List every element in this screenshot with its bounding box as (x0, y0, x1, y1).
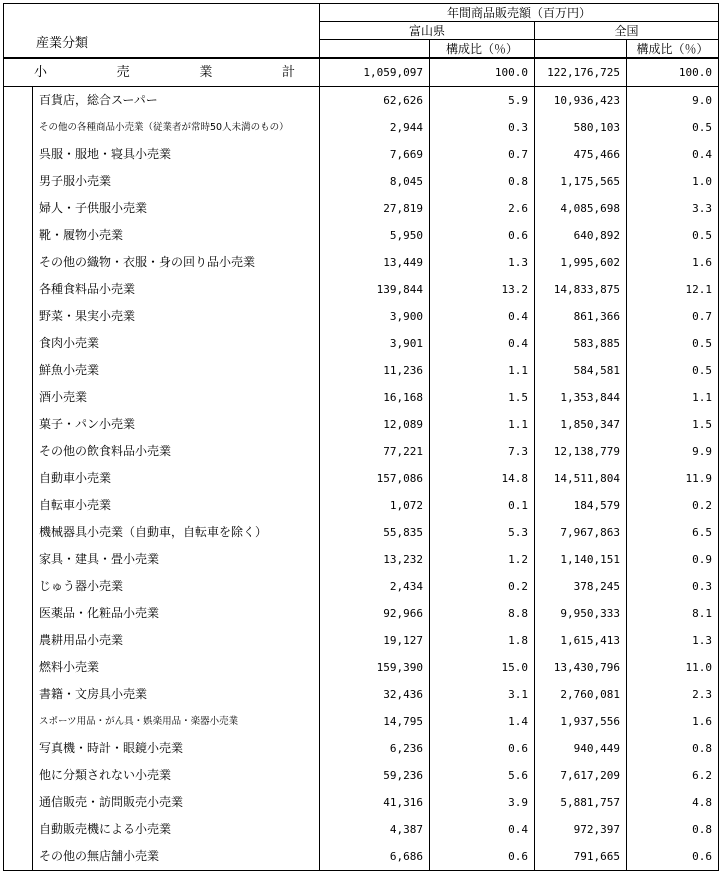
toyama-ratio: 2.6 (430, 195, 535, 222)
indent-cell (4, 492, 33, 519)
indent-cell (4, 654, 33, 681)
toyama-value: 62,626 (320, 87, 430, 115)
total-row (4, 58, 719, 87)
national-value-header (535, 40, 627, 59)
toyama-ratio: 1.3 (430, 249, 535, 276)
national-value: 1,615,413 (535, 627, 627, 654)
toyama-ratio: 0.3 (430, 114, 535, 141)
industry-name: 家具・建具・畳小売業 (33, 546, 320, 573)
table-row (4, 303, 719, 330)
national-ratio: 0.3 (627, 573, 719, 600)
industry-name: 他に分類されない小売業 (33, 762, 320, 789)
national-value: 5,881,757 (535, 789, 627, 816)
toyama-value-header (320, 40, 430, 59)
national-ratio: 4.8 (627, 789, 719, 816)
national-value: 1,353,844 (535, 384, 627, 411)
toyama-ratio-header: 構成比（％） (430, 40, 535, 59)
industry-name: 自転車小売業 (33, 492, 320, 519)
toyama-ratio: 1.1 (430, 357, 535, 384)
table-row (4, 438, 719, 465)
toyama-value: 92,966 (320, 600, 430, 627)
indent-cell (4, 600, 33, 627)
toyama-ratio: 0.8 (430, 168, 535, 195)
indent-cell (4, 141, 33, 168)
industry-name: その他の無店舗小売業 (33, 843, 320, 871)
national-ratio: 1.6 (627, 708, 719, 735)
toyama-ratio: 0.6 (430, 735, 535, 762)
national-ratio: 0.4 (627, 141, 719, 168)
indent-cell (4, 681, 33, 708)
indent-cell (4, 330, 33, 357)
indent-cell (4, 843, 33, 871)
table-row (4, 87, 719, 115)
indent-cell (4, 762, 33, 789)
table-row (4, 681, 719, 708)
national-ratio: 0.9 (627, 546, 719, 573)
toyama-value: 32,436 (320, 681, 430, 708)
toyama-value: 13,449 (320, 249, 430, 276)
total-national-value: 122,176,725 (535, 58, 627, 87)
toyama-ratio: 1.1 (430, 411, 535, 438)
national-value: 583,885 (535, 330, 627, 357)
table-row (4, 222, 719, 249)
national-value: 378,245 (535, 573, 627, 600)
toyama-value: 12,089 (320, 411, 430, 438)
national-value: 9,950,333 (535, 600, 627, 627)
toyama-value: 3,900 (320, 303, 430, 330)
toyama-ratio: 5.9 (430, 87, 535, 115)
toyama-ratio: 7.3 (430, 438, 535, 465)
national-ratio: 6.2 (627, 762, 719, 789)
toyama-value: 13,232 (320, 546, 430, 573)
category-header: 産業分類 (4, 4, 320, 59)
national-ratio: 0.8 (627, 735, 719, 762)
indent-cell (4, 573, 33, 600)
indent-cell (4, 249, 33, 276)
toyama-value: 16,168 (320, 384, 430, 411)
toyama-value: 159,390 (320, 654, 430, 681)
national-value: 1,850,347 (535, 411, 627, 438)
table-row (4, 411, 719, 438)
toyama-value: 4,387 (320, 816, 430, 843)
national-value: 7,967,863 (535, 519, 627, 546)
national-value: 475,466 (535, 141, 627, 168)
table-row (4, 114, 719, 141)
indent-cell (4, 816, 33, 843)
industry-name: 鮮魚小売業 (33, 357, 320, 384)
national-ratio: 3.3 (627, 195, 719, 222)
indent-cell (4, 735, 33, 762)
toyama-value: 27,819 (320, 195, 430, 222)
row-group (4, 87, 719, 871)
national-value: 4,085,698 (535, 195, 627, 222)
toyama-value: 157,086 (320, 465, 430, 492)
indent-cell (4, 411, 33, 438)
toyama-ratio: 1.8 (430, 627, 535, 654)
indent-cell (4, 87, 33, 115)
indent-cell (4, 357, 33, 384)
table-row (4, 195, 719, 222)
industry-name: 菓子・パン小売業 (33, 411, 320, 438)
toyama-value: 41,316 (320, 789, 430, 816)
indent-cell (4, 789, 33, 816)
table-row (4, 762, 719, 789)
table-row (4, 276, 719, 303)
national-ratio: 0.5 (627, 222, 719, 249)
national-ratio: 0.5 (627, 357, 719, 384)
toyama-ratio: 0.6 (430, 843, 535, 871)
toyama-value: 2,944 (320, 114, 430, 141)
national-value: 940,449 (535, 735, 627, 762)
national-ratio: 0.8 (627, 816, 719, 843)
national-value: 640,892 (535, 222, 627, 249)
toyama-ratio: 5.6 (430, 762, 535, 789)
indent-cell (4, 519, 33, 546)
toyama-ratio: 15.0 (430, 654, 535, 681)
industry-name: 医薬品・化粧品小売業 (33, 600, 320, 627)
industry-name: 食肉小売業 (33, 330, 320, 357)
national-ratio: 6.5 (627, 519, 719, 546)
toyama-value: 11,236 (320, 357, 430, 384)
national-ratio: 0.5 (627, 114, 719, 141)
toyama-ratio: 0.4 (430, 303, 535, 330)
annual-sales-header: 年間商品販売額（百万円） (320, 4, 719, 22)
table-row (4, 465, 719, 492)
table-row (4, 708, 719, 735)
indent-cell (4, 222, 33, 249)
toyama-ratio: 0.1 (430, 492, 535, 519)
table-row (4, 843, 719, 871)
industry-name: 各種食料品小売業 (33, 276, 320, 303)
national-ratio: 2.3 (627, 681, 719, 708)
national-value: 1,995,602 (535, 249, 627, 276)
industry-name: その他の織物・衣服・身の回り品小売業 (33, 249, 320, 276)
total-toyama-ratio: 100.0 (430, 58, 535, 87)
table-row (4, 384, 719, 411)
national-ratio: 9.0 (627, 87, 719, 115)
indent-cell (4, 195, 33, 222)
industry-name: 機械器具小売業（自動車，自転車を除く） (33, 519, 320, 546)
industry-name: 野菜・果実小売業 (33, 303, 320, 330)
national-ratio: 0.6 (627, 843, 719, 871)
indent-cell (4, 627, 33, 654)
industry-name: 自動車小売業 (33, 465, 320, 492)
national-ratio: 11.0 (627, 654, 719, 681)
national-value: 10,936,423 (535, 87, 627, 115)
toyama-value: 5,950 (320, 222, 430, 249)
national-value: 2,760,081 (535, 681, 627, 708)
industry-name: 燃料小売業 (33, 654, 320, 681)
national-value: 580,103 (535, 114, 627, 141)
industry-name: その他の各種商品小売業（従業者が常時50人未満のもの） (33, 114, 320, 141)
national-ratio: 0.5 (627, 330, 719, 357)
table-row (4, 519, 719, 546)
table-row (4, 627, 719, 654)
indent-cell (4, 168, 33, 195)
toyama-header: 富山県 (320, 22, 535, 40)
indent-cell (4, 708, 33, 735)
national-value: 14,511,804 (535, 465, 627, 492)
national-value: 184,579 (535, 492, 627, 519)
toyama-ratio: 1.4 (430, 708, 535, 735)
national-value: 972,397 (535, 816, 627, 843)
industry-name: 書籍・文房具小売業 (33, 681, 320, 708)
toyama-value: 2,434 (320, 573, 430, 600)
industry-name: スポーツ用品・がん具・娯楽用品・楽器小売業 (33, 708, 320, 735)
toyama-ratio: 13.2 (430, 276, 535, 303)
toyama-ratio: 0.7 (430, 141, 535, 168)
toyama-value: 139,844 (320, 276, 430, 303)
national-header: 全国 (535, 22, 719, 40)
table-row (4, 654, 719, 681)
industry-name: 男子服小売業 (33, 168, 320, 195)
indent-cell (4, 465, 33, 492)
table-row (4, 168, 719, 195)
national-ratio: 8.1 (627, 600, 719, 627)
table-row (4, 357, 719, 384)
table-row (4, 330, 719, 357)
national-ratio: 1.1 (627, 384, 719, 411)
national-value: 7,617,209 (535, 762, 627, 789)
national-ratio: 12.1 (627, 276, 719, 303)
toyama-value: 8,045 (320, 168, 430, 195)
indent-cell (4, 438, 33, 465)
toyama-ratio: 1.2 (430, 546, 535, 573)
toyama-value: 59,236 (320, 762, 430, 789)
national-value: 584,581 (535, 357, 627, 384)
total-toyama-value: 1,059,097 (320, 58, 430, 87)
national-value: 1,937,556 (535, 708, 627, 735)
indent-cell (4, 303, 33, 330)
toyama-value: 6,686 (320, 843, 430, 871)
table-row (4, 573, 719, 600)
national-ratio: 1.0 (627, 168, 719, 195)
table-row (4, 816, 719, 843)
industry-name: 写真機・時計・眼鏡小売業 (33, 735, 320, 762)
national-ratio: 1.3 (627, 627, 719, 654)
national-ratio: 1.6 (627, 249, 719, 276)
national-value: 791,665 (535, 843, 627, 871)
industry-name: 婦人・子供服小売業 (33, 195, 320, 222)
national-ratio: 9.9 (627, 438, 719, 465)
national-value: 1,175,565 (535, 168, 627, 195)
table-row (4, 546, 719, 573)
industry-name: 酒小売業 (33, 384, 320, 411)
table-row (4, 249, 719, 276)
national-value: 861,366 (535, 303, 627, 330)
industry-name: 農耕用品小売業 (33, 627, 320, 654)
table-row (4, 789, 719, 816)
industry-name: じゅう器小売業 (33, 573, 320, 600)
toyama-value: 19,127 (320, 627, 430, 654)
indent-cell (4, 384, 33, 411)
indent-cell (4, 546, 33, 573)
national-ratio: 0.2 (627, 492, 719, 519)
toyama-value: 77,221 (320, 438, 430, 465)
retail-sales-table (3, 3, 719, 871)
indent-cell (4, 114, 33, 141)
toyama-ratio: 5.3 (430, 519, 535, 546)
table-row (4, 600, 719, 627)
industry-name: その他の飲食料品小売業 (33, 438, 320, 465)
table-row (4, 735, 719, 762)
toyama-value: 1,072 (320, 492, 430, 519)
toyama-ratio: 0.6 (430, 222, 535, 249)
industry-name: 靴・履物小売業 (33, 222, 320, 249)
national-ratio: 1.5 (627, 411, 719, 438)
national-ratio-header: 構成比（％） (627, 40, 719, 59)
total-national-ratio: 100.0 (627, 58, 719, 87)
national-value: 1,140,151 (535, 546, 627, 573)
toyama-value: 7,669 (320, 141, 430, 168)
toyama-ratio: 3.1 (430, 681, 535, 708)
national-value: 12,138,779 (535, 438, 627, 465)
toyama-ratio: 0.2 (430, 573, 535, 600)
industry-name: 呉服・服地・寝具小売業 (33, 141, 320, 168)
toyama-value: 6,236 (320, 735, 430, 762)
industry-name: 百貨店，総合スーパー (33, 87, 320, 115)
toyama-value: 14,795 (320, 708, 430, 735)
total-label: 小 売 業 計 (4, 58, 320, 87)
toyama-value: 3,901 (320, 330, 430, 357)
toyama-ratio: 0.4 (430, 816, 535, 843)
toyama-ratio: 8.8 (430, 600, 535, 627)
national-value: 14,833,875 (535, 276, 627, 303)
table-row (4, 141, 719, 168)
toyama-value: 55,835 (320, 519, 430, 546)
national-value: 13,430,796 (535, 654, 627, 681)
toyama-ratio: 3.9 (430, 789, 535, 816)
national-ratio: 0.7 (627, 303, 719, 330)
national-ratio: 11.9 (627, 465, 719, 492)
table-row (4, 492, 719, 519)
toyama-ratio: 14.8 (430, 465, 535, 492)
toyama-ratio: 0.4 (430, 330, 535, 357)
indent-cell (4, 276, 33, 303)
industry-name: 通信販売・訪問販売小売業 (33, 789, 320, 816)
toyama-ratio: 1.5 (430, 384, 535, 411)
industry-name: 自動販売機による小売業 (33, 816, 320, 843)
